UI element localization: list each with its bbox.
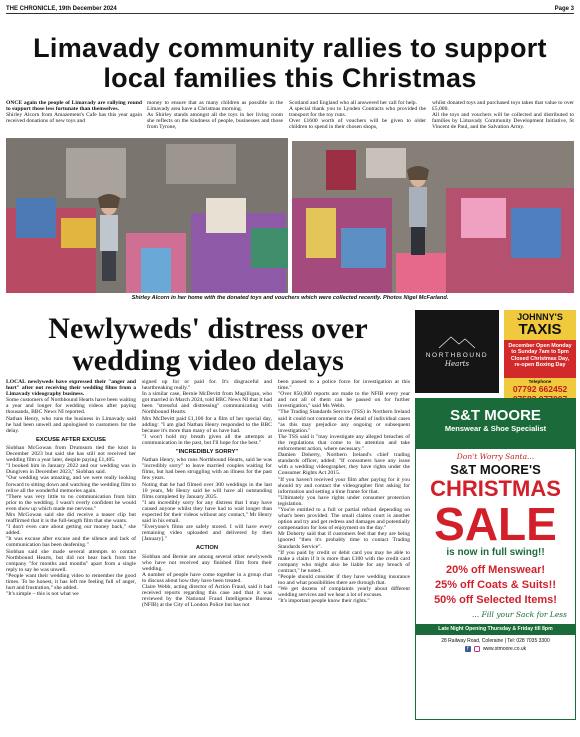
stmoore-title3: SALE	[434, 498, 557, 550]
toys-photo-illustration	[6, 138, 574, 293]
taxi-hours: December Open Monday to Sunday 7am to 5pm Closed Christmas Day, re-open Boxing Day	[504, 340, 576, 378]
story2-col1a: Some customers of Northbound Hearts have been waiting a year and longer for wedding videos after paying thousands, BBC News NI reported. Nathan Henry, who runs the business in Limavady said he had been unwell and apologised to customers for the delay.	[6, 397, 136, 434]
page-number: Page 3	[554, 5, 574, 12]
instagram-icon[interactable]	[474, 646, 480, 652]
story1-col4: whilst donated toys and purchased toys takes that value to over £5,000. All the toys and vouchers will be collected and distributed to families by Limavady Community Development Initiative, St Vincent de Paul, and the Salvation Army.	[432, 100, 574, 131]
northbound-name: NORTHBOUND	[425, 352, 489, 359]
taxi-logo	[504, 310, 576, 340]
story2-lead: LOCAL newlyweds have expressed their "anger and hurt" after not receiving their wedding films from a Limavady videography business.	[6, 379, 136, 398]
stmoore-offer3: 50% off Selected Items!	[434, 594, 557, 606]
stmoore-tagline: Menswear & Shoe Specialist	[444, 424, 547, 433]
story2-col2b: Nathan Henry, who runs Northbound Hearts, said he was "incredibly sorry" to leave married couples waiting for films, but had been struggling with an illness for the past few years. Noting that he had filmed over 300 weddings in the last 10 years, Mr Henry said he will have all outstanding films completed by January 2025. "I am incredibly sorry for any distress that I may have caused anyone whilst they have had to wait longer than expected for their videos without any contact," Mr Henry said in his email. "Everyone's films are safely stored. I will have every remaining video uploaded and delivered by then [January]."	[142, 457, 272, 543]
stmoore-script1: Don't Worry Santa...	[456, 452, 535, 461]
story1-col1	[6, 100, 142, 136]
stmoore-swing: is now in full swing!!	[446, 547, 545, 558]
ad-northbound-hearts[interactable]	[415, 310, 499, 393]
story1-lead: ONCE again the people of Limavady are rallying round to support those less fortunate than themselves.	[6, 100, 142, 113]
stmoore-offer1: 20% off Menswear!	[445, 564, 546, 576]
story2-col1	[6, 379, 136, 734]
story2-headline: Newlyweds' distress over wedding video delays	[48, 312, 368, 377]
story2-subhead-sorry: "INCREDIBLY SORRY"	[175, 449, 239, 456]
story2-col2a: signed up for or paid for. It's disgraceful and heartbreaking really." In a similar case, Bernie McDevitt from Magilligan, who got married in March 2024, told BBC News NI that it had been "stressful and distressing" communicating with Northbound Hearts. Mrs McDevitt paid £1,100 for a film of her special day, adding: "I am glad Nathan Henry responded to the BBC because it's more than many of us have had. "I won't hold my breath given all the attempts at communication in the past, but I'll hope for the best."	[142, 379, 272, 446]
stmoore-title2: CHRISTMAS	[430, 476, 561, 501]
story2-subhead-action: ACTION	[195, 545, 219, 552]
stmoore-address: 28 Railway Road, Coleraine | Tel: 028 7035 3300	[441, 638, 550, 644]
story2-subhead-excuse: EXCUSE AFTER EXCUSE	[35, 436, 106, 443]
stmoore-banner	[416, 399, 575, 449]
mountain-icon	[437, 335, 477, 349]
story2-col2c: Siobhan and Bernie are among several other newlyweds who have not received any finished film from their wedding. A number of people have come together in a group chat to discuss about how they have been treated. Claire Webb, acting director of Action Fraud, said it had received reports regarding this case and that it was reviewed by the National Fraud Intelligence Bureau (NFIB) at the City of London Police but has not	[142, 553, 272, 609]
story1-photo	[6, 138, 574, 293]
story1-col1-text: Shirley Alcorn from Amazement's Cafe has this year again received donations of new toys and	[6, 112, 142, 125]
story2-col2	[142, 379, 272, 734]
taxi-name1: JOHNNY'S	[517, 312, 563, 322]
story1-col3: Scotland and England who all answered her call for help. A special thank you to Lynden Contracts who provided the transport for the toy runs. Over £1600 worth of vouchers will be given to older children to spend in their chosen shops,	[289, 100, 426, 131]
stmoore-offer2: 25% off Coats & Suits!!	[434, 579, 556, 591]
northbound-script: Hearts	[444, 360, 470, 368]
taxi-tel1[interactable]: 07792 662452	[512, 384, 568, 394]
paper-dateline: THE CHRONICLE, 19th December 2024	[6, 5, 117, 12]
ad-st-moore[interactable]	[415, 398, 576, 720]
stmoore-script2: ... Fill your Sack for Less	[472, 610, 567, 619]
stmoore-web[interactable]: www.stmoore.co.uk	[482, 646, 527, 652]
story1-headline: Limavady community rallies to support local families this Christmas	[33, 33, 547, 93]
taxi-name2: TAXIS	[518, 321, 562, 338]
facebook-icon[interactable]: f	[465, 646, 471, 652]
photo-caption: Shirley Alcorn in her home with the donated toys and vouchers which were collected recently. Photos Nigel McFarland.	[131, 295, 449, 301]
stmoore-brand: S&T MOORE	[450, 407, 541, 424]
stmoore-web-row	[416, 645, 575, 653]
story2-col1b: Siobhan McGowan from Drumsurn tied the knot in December 2023 but said she has still not received her wedding film a year later, despite paying £1,405. "I booked him in January 2022 and our wedding was in Dungiven in December 2023," Siobhan said. "Our wedding was amazing, and we were really looking forward to sitting down and watching the wedding film to relive all the wonderful memories again. "There was very little to no communication from him prior to the wedding. I wasn't overly confident he would even show up which made me nervous." Mrs McGowan said she did receive a teaser clip but reaffirmed that it is the full-length film that she wants. "I don't even care about getting our money back," she added. "It was excuse after excuse and the silence and lack of communication has been deafening." Siobhan said she made several attempts to contact Northbound Hearts, but did not hear back from the company "for months and months" apart from a single reply to say he was unwell. "People want their wedding video to remember the good times. To be honest, it has left me feeling full of anger, hurt and frustration," she added. "It's simple – this is not what we	[6, 444, 136, 598]
ad-johnnys-taxis[interactable]	[504, 310, 576, 408]
page-header	[6, 4, 574, 14]
taxi-tel-label: Telephone	[528, 379, 552, 384]
stmoore-title1: S&T MOORE'S	[450, 462, 541, 477]
story2-col3: been passed to a police force for investigation at this time." "Over 850,000 reports are made to the NFIB every year and not all of them can be passed on for further investigation," said Ms Webb. "The Trading Standards Service (TSS) in Northern Ireland said it could not comment on the detail of individual cases "as this may prejudice any ongoing or subsequent investigation." The TSS said it "may investigate any alleged breaches of the regulations that come to its attention and take enforcement action, where necessary." Damien Doherty, Northern Ireland's chief trading standards officer, added: "If consumers have any issue with a wedding videographer, they have rights under the Consumer Rights Act 2015. "If you haven't received your film after paying for it you should try and contact the videographer first asking for information and setting a time frame for that. "Ultimately you have rights under consumer protection legislation. "You're entitled to a full or partial refund depending on what's been provided. The small claims court is another option and try and get redress and damages and potentially compensation for loss of enjoyment on the day." Mr Doherty said that if customers feel that they are being ignored "then it's probably time to contact Trading Standards Service". "If you paid by credit or debit card you may be able to make a claim if it is more than £100 with the credit card company who might also be liable for any breach of contract," he noted. "People should consider if they have wedding insurance too and what possibilities there are through that. "We get dozens of complaints yearly about different wedding services and we hear a lot of excuses. "It's important people know their rights."	[278, 379, 410, 605]
story1-col2: money to ensure that as many children as possible in the Limavady area have a Christmas morning. As Shirley stands amongst all the toys in her living room she reflects on the kindness of people, businesses and those from Tyrone,	[147, 100, 283, 131]
stmoore-late-opening: Late Night Opening Thursday & Friday till 8pm	[416, 624, 575, 635]
